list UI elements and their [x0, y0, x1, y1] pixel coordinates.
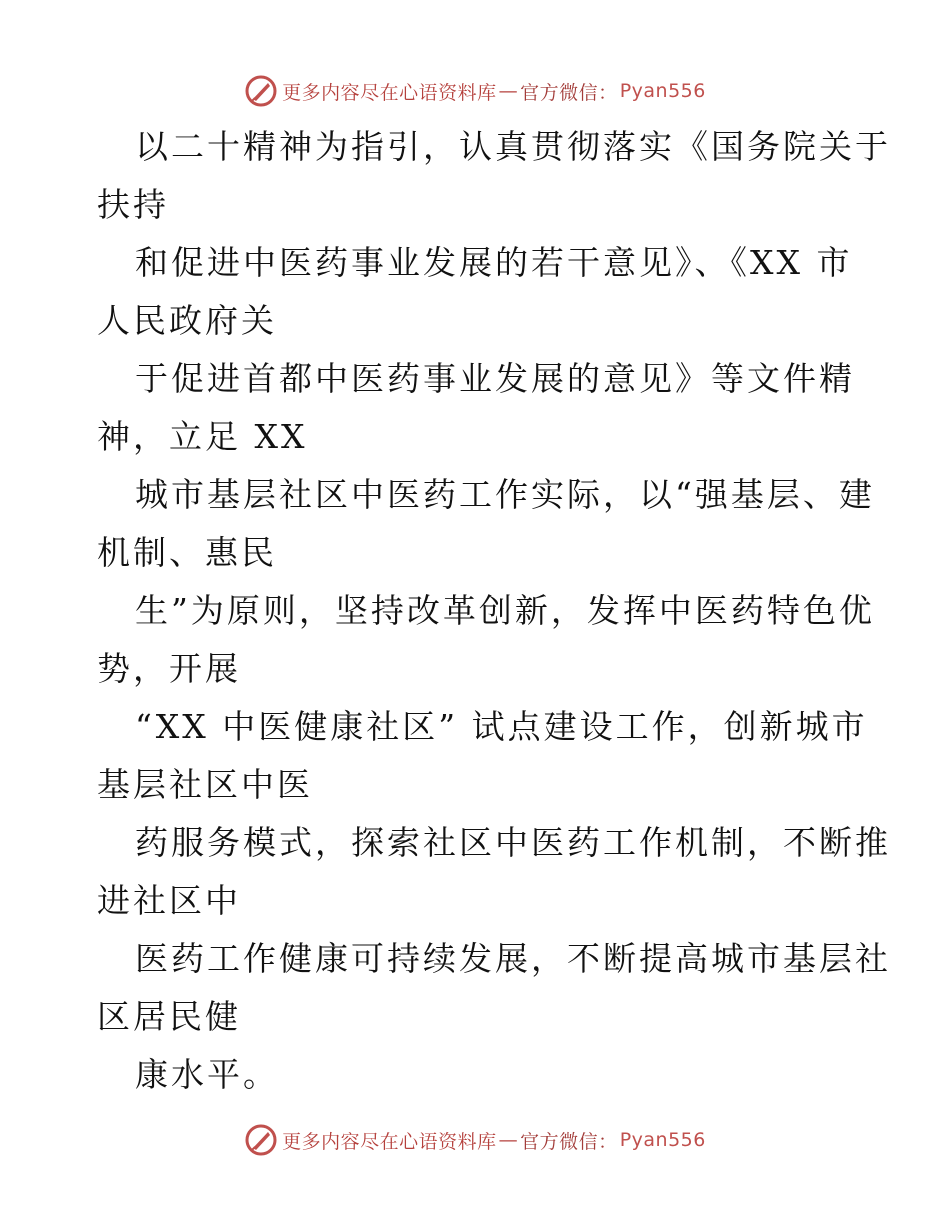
body-line: 进社区中: [97, 881, 241, 920]
body-line: 于促进首都中医药事业发展的意见》等文件精: [135, 359, 855, 398]
body-line: 势，开展: [97, 649, 241, 688]
body-line: 康水平。: [135, 1055, 279, 1094]
quill-logo-icon: [244, 1123, 278, 1157]
header-watermark: [0, 71, 950, 111]
body-line: 和促进中医药事业发展的若干意见》、《XX 市: [135, 243, 853, 282]
watermark-site-text: 更多内容尽在心语资料库: [282, 1130, 497, 1153]
watermark-wechat-id: Pyan556: [619, 80, 706, 102]
body-line: 基层社区中医: [97, 765, 313, 804]
body-line: 扶持: [97, 185, 169, 224]
watermark-official-label: 官方微信：: [520, 1130, 618, 1153]
document-body: [97, 118, 891, 1104]
body-line: 城市基层社区中医药工作实际，以“强基层、建: [135, 475, 875, 514]
body-line: 药服务模式，探索社区中医药工作机制，不断推: [135, 823, 891, 862]
footer-watermark: [0, 1120, 950, 1160]
watermark-wechat-id: Pyan556: [619, 1129, 706, 1151]
watermark-dash: —: [498, 1129, 519, 1151]
body-line: 神，立足 XX: [97, 417, 308, 456]
body-line: 区居民健: [97, 997, 241, 1036]
body-line: 生”为原则，坚持改革创新，发挥中医药特色优: [135, 591, 875, 630]
body-line: 机制、惠民: [97, 533, 277, 572]
quill-logo-icon: [244, 74, 278, 108]
body-line: 医药工作健康可持续发展，不断提高城市基层社: [135, 939, 891, 978]
watermark-site-text: 更多内容尽在心语资料库: [282, 81, 497, 104]
body-line: “XX 中医健康社区” 试点建设工作，创新城市: [135, 707, 868, 746]
watermark-official-label: 官方微信：: [520, 81, 618, 104]
body-line: 以二十精神为指引，认真贯彻落实《国务院关于: [135, 127, 891, 166]
body-line: 人民政府关: [97, 301, 277, 340]
watermark-dash: —: [498, 80, 519, 102]
